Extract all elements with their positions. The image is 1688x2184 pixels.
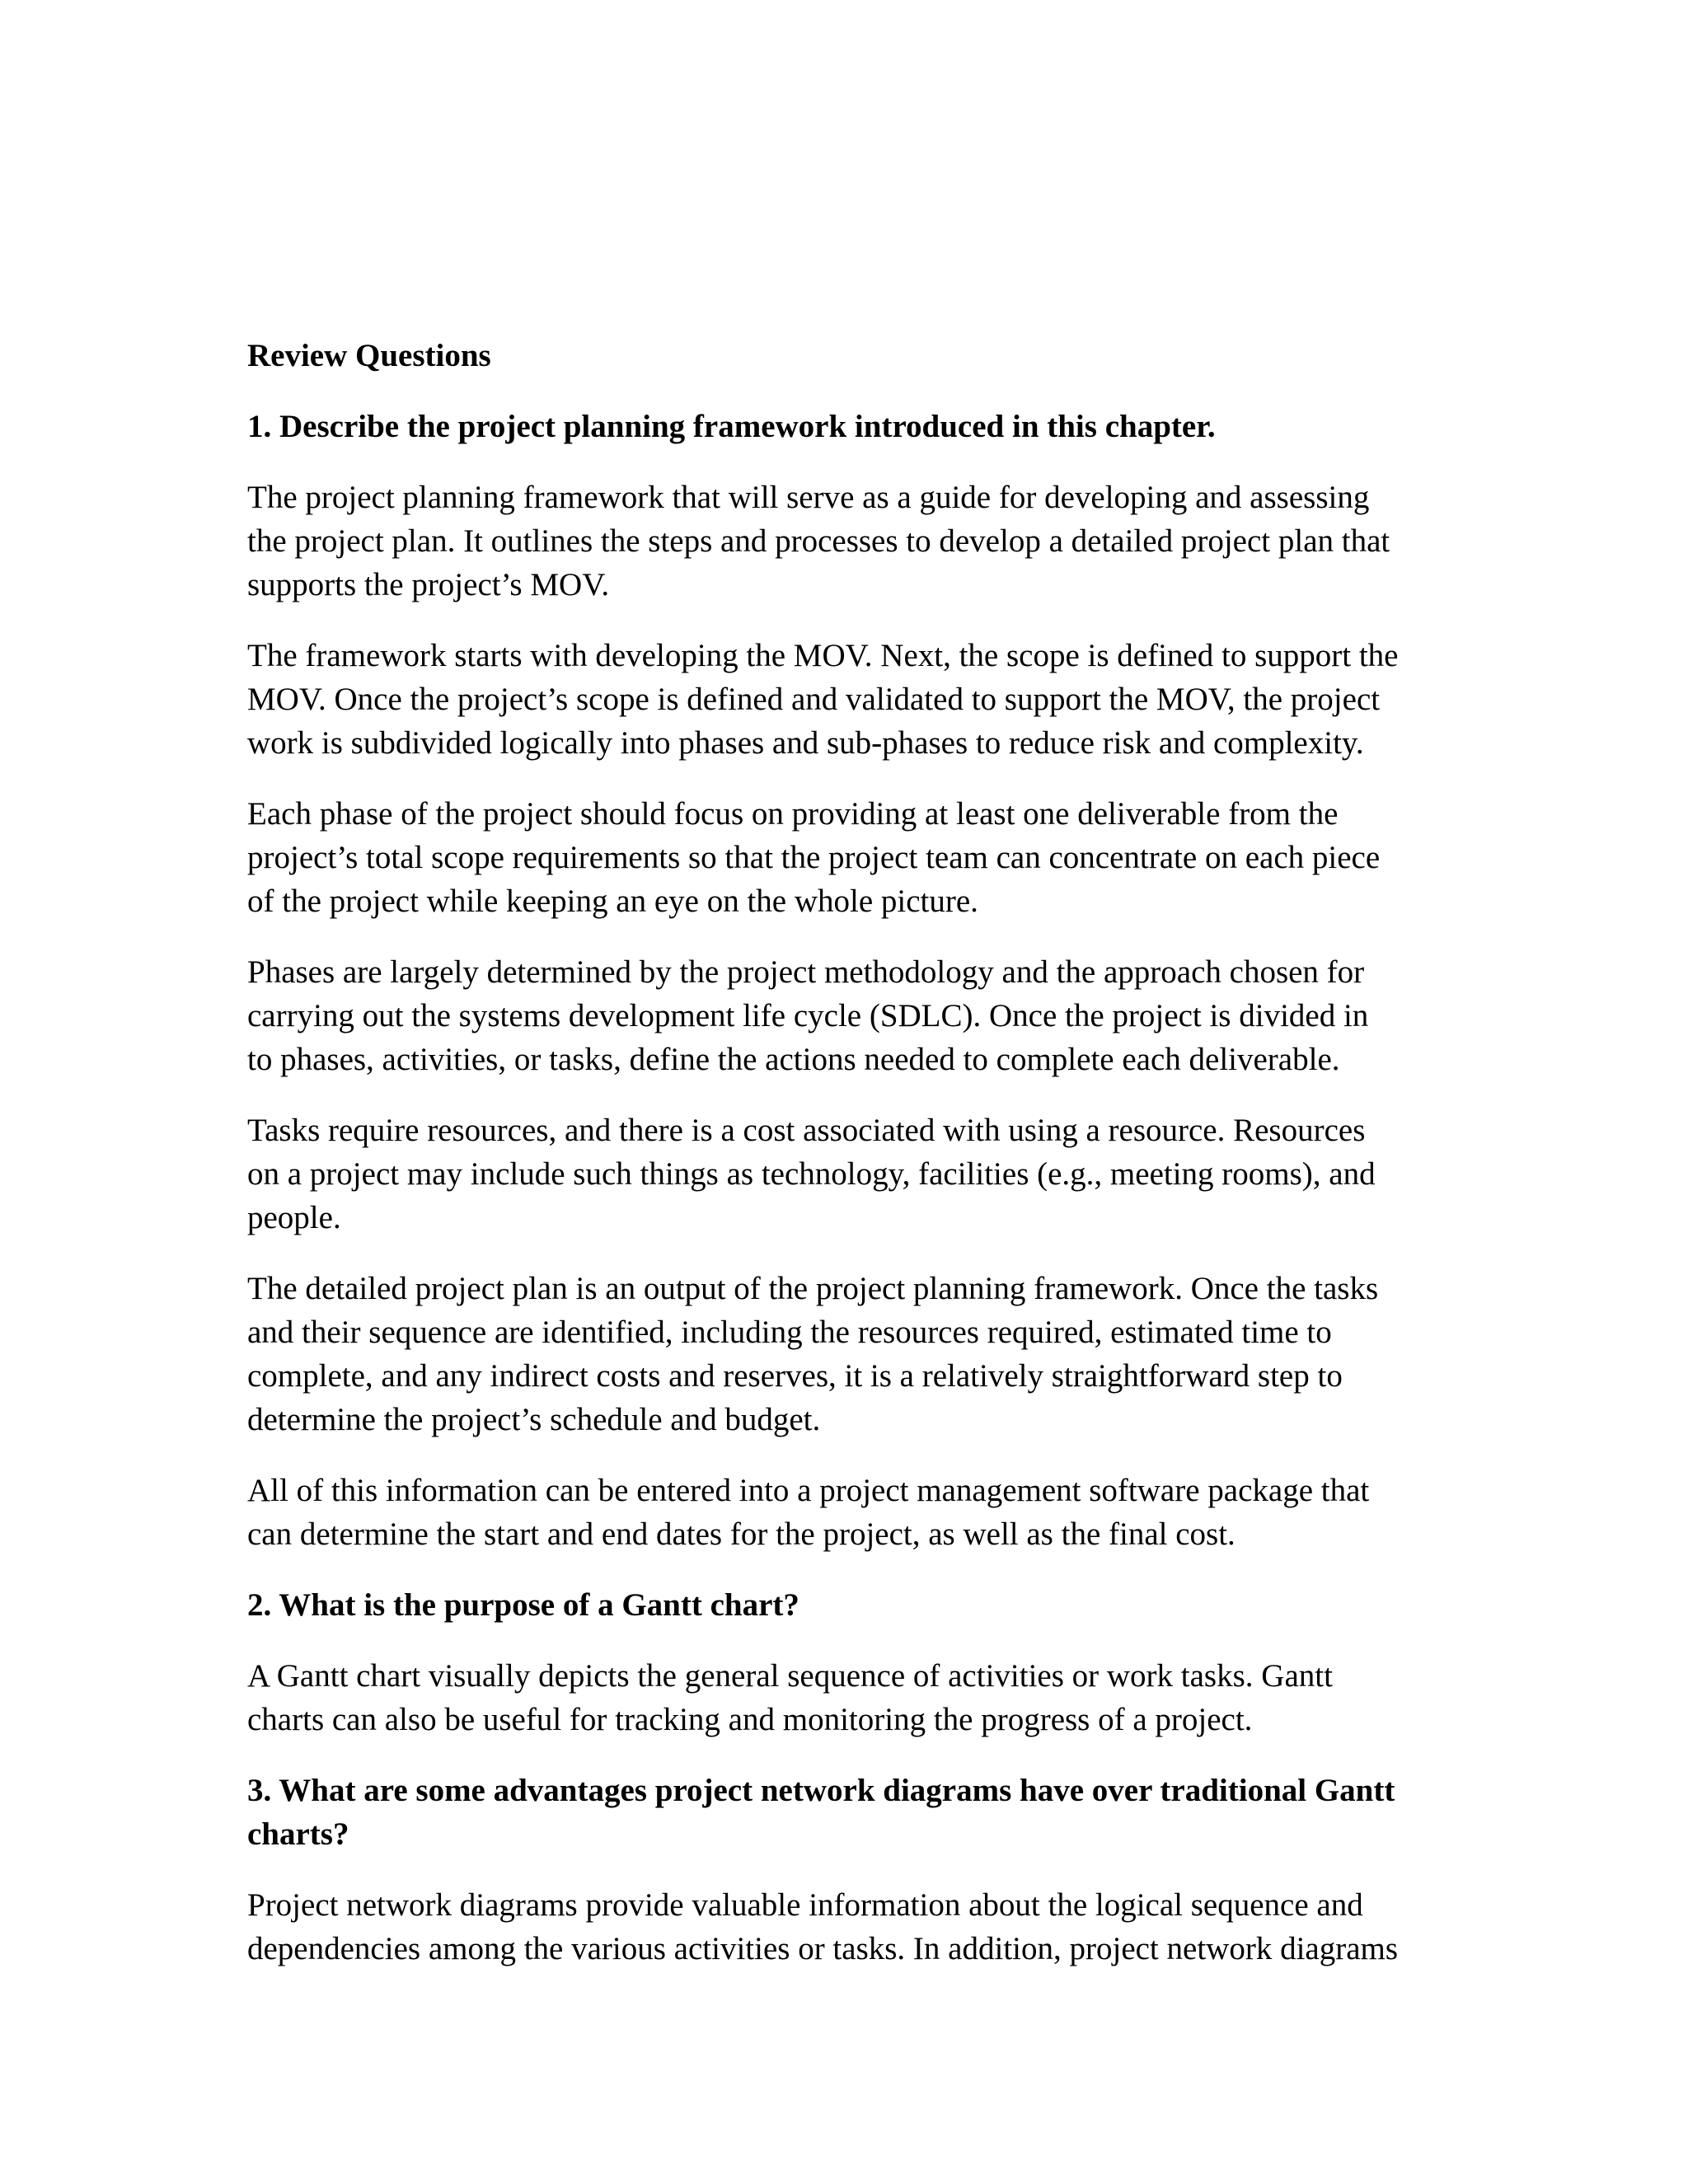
text-line: project’s total scope requirements so that the project team can concentrate on each piece (247, 840, 1381, 875)
text-line: The framework starts with developing the MOV. Next, the scope is defined to support the (247, 638, 1399, 673)
text-line: complete, and any indirect costs and reserves, it is a relatively straightforward step to (247, 1358, 1343, 1394)
q1-answer-paragraph-3 (247, 792, 1451, 923)
text-line: All of this information can be entered into a project management software package that (247, 1473, 1370, 1508)
text-line: Phases are largely determined by the project methodology and the approach chosen for (247, 954, 1365, 990)
question-2: 2. What is the purpose of a Gantt chart? (247, 1587, 799, 1623)
text-line: people. (247, 1200, 341, 1235)
question-1: 1. Describe the project planning framework introduced in this chapter. (247, 409, 1216, 444)
text-line: carrying out the systems development life cycle (SDLC). Once the project is divided in (247, 998, 1369, 1033)
text-line: Tasks require resources, and there is a cost associated with using a resource. Resources (247, 1113, 1366, 1148)
text-line: The detailed project plan is an output of the project planning framework. Once the tasks (247, 1271, 1379, 1306)
text-line: work is subdivided logically into phases and sub-phases to reduce risk and complexity. (247, 725, 1364, 761)
text-line: can determine the start and end dates for the project, as well as the final cost. (247, 1516, 1236, 1552)
question-line: charts? (247, 1816, 349, 1852)
text-line: Each phase of the project should focus on providing at least one deliverable from the (247, 796, 1339, 832)
text-line: charts can also be useful for tracking and monitoring the progress of a project. (247, 1702, 1253, 1737)
text-line: Project network diagrams provide valuable information about the logical sequence and (247, 1887, 1363, 1923)
q1-answer-paragraph-5 (247, 1108, 1451, 1240)
text-line: of the project while keeping an eye on the whole picture. (247, 883, 978, 919)
q1-answer-paragraph-4 (247, 950, 1451, 1081)
text-line: supports the project’s MOV. (247, 567, 610, 602)
text-line: dependencies among the various activities or tasks. In addition, project network diagrams (247, 1931, 1399, 1966)
q1-answer-paragraph-7 (247, 1469, 1451, 1556)
q2-answer-paragraph-1 (247, 1654, 1451, 1741)
q1-answer-paragraph-6 (247, 1267, 1451, 1441)
text-line: the project plan. It outlines the steps and processes to develop a detailed project plan that (247, 523, 1390, 559)
q1-answer-paragraph-1 (247, 476, 1451, 607)
text-line: on a project may include such things as technology, facilities (e.g., meeting rooms), and (247, 1156, 1376, 1192)
document-page (247, 334, 1451, 1998)
question-3 (247, 1769, 1451, 1856)
q3-answer-paragraph-1 (247, 1883, 1451, 1971)
question-line: 3. What are some advantages project network diagrams have over traditional Gantt (247, 1773, 1395, 1808)
q1-answer-paragraph-2 (247, 634, 1451, 765)
text-line: to phases, activities, or tasks, define the actions needed to complete each deliverable. (247, 1042, 1340, 1077)
text-line: A Gantt chart visually depicts the general sequence of activities or work tasks. Gantt (247, 1658, 1333, 1694)
text-line: determine the project’s schedule and budget. (247, 1402, 821, 1437)
text-line: and their sequence are identified, including the resources required, estimated time to (247, 1315, 1332, 1350)
text-line: MOV. Once the project’s scope is defined and validated to support the MOV, the project (247, 682, 1381, 717)
document-title: Review Questions (247, 338, 491, 373)
text-line: The project planning framework that will serve as a guide for developing and assessing (247, 480, 1370, 515)
